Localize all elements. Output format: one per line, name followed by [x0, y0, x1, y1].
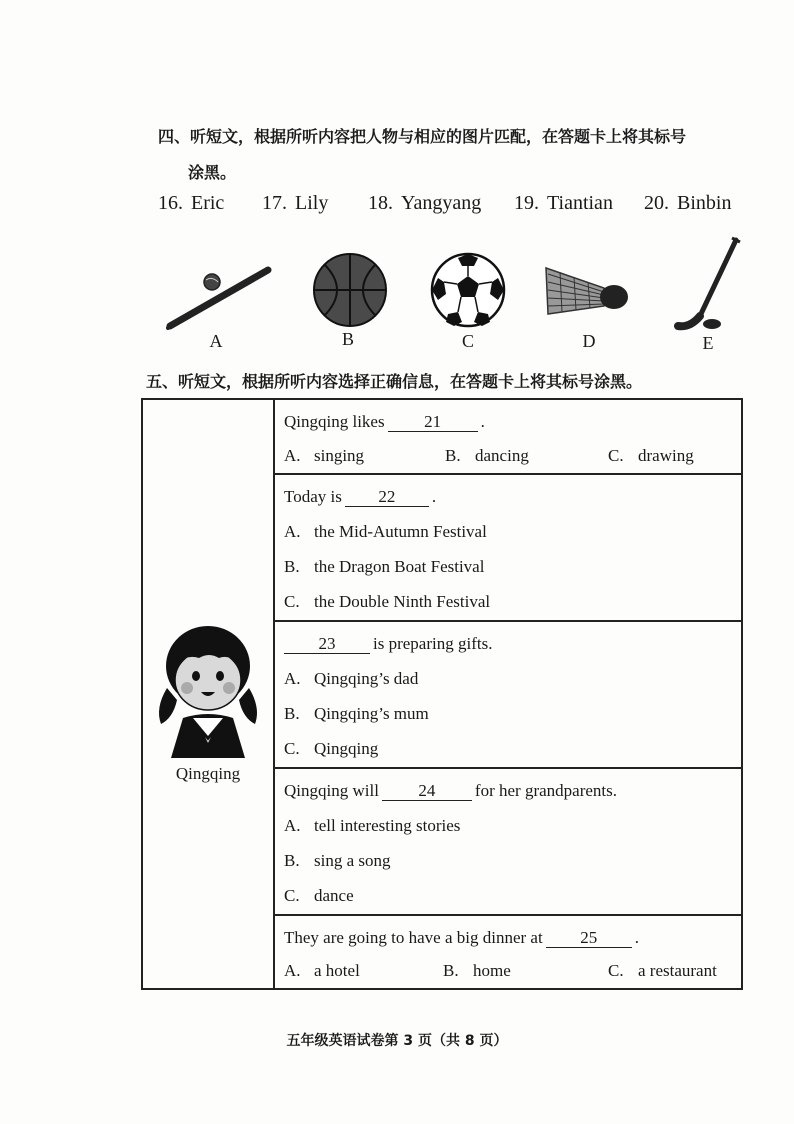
name-item-17: 17. Lily	[262, 192, 329, 214]
section4-title-line1: 四、听短文，根据所听内容把人物与相应的图片匹配，在答题卡上将其标号	[158, 127, 687, 146]
option-24-c: C. dance	[284, 886, 354, 905]
question-stem: They are going to have a big dinner at 25 .	[284, 928, 639, 947]
picture-label-c: C	[461, 331, 474, 351]
picture-label-e: E	[702, 333, 714, 353]
option-21-c: C. drawing	[608, 446, 694, 465]
option-23-b: B. Qingqing’s mum	[284, 704, 429, 723]
option-21-a: A. singing	[284, 446, 365, 465]
option-23-c: C. Qingqing	[284, 739, 379, 758]
section5-title: 五、听短文，根据所听内容选择正确信息，在答题卡上将其标号涂黑。	[146, 372, 643, 391]
girl-character-icon	[153, 618, 263, 758]
question-22	[275, 475, 741, 622]
option-22-b: B. the Dragon Boat Festival	[284, 557, 485, 576]
option-25-a: A. a hotel	[284, 961, 360, 980]
page-footer: 五年级英语试卷第 3 页（共 8 页）	[286, 1033, 508, 1049]
baseball-bat-icon	[160, 258, 280, 338]
question-stem: Today is 22 .	[284, 487, 437, 506]
option-21-b: B. dancing	[445, 446, 529, 465]
option-22-c: C. the Double Ninth Festival	[284, 592, 491, 611]
question-stem: Qingqing likes 21 .	[284, 412, 485, 431]
question-21	[275, 400, 741, 475]
question-25	[275, 916, 741, 990]
section4-title-line2: 涂黑。	[188, 163, 237, 182]
name-item-20: 20. Binbin	[644, 192, 732, 214]
question-stem: Qingqing will 24 for her grandparents.	[284, 781, 617, 800]
picture-label-d: D	[582, 331, 596, 351]
questions-column	[275, 400, 741, 988]
picture-label-b: B	[341, 329, 354, 349]
option-25-c: C. a restaurant	[608, 961, 717, 980]
question-stem: 23 is preparing gifts.	[284, 634, 492, 654]
hockey-stick-icon	[670, 236, 746, 332]
question-table	[141, 398, 743, 990]
option-25-b: B. home	[443, 961, 511, 980]
name-item-16: 16. Eric	[158, 192, 225, 214]
picture-label-a: A	[209, 331, 223, 351]
question-24	[275, 769, 741, 916]
question-23	[275, 622, 741, 769]
name-item-18: 18. Yangyang	[368, 192, 482, 214]
basketball-icon	[310, 250, 390, 330]
character-column	[143, 400, 275, 988]
option-22-a: A. the Mid-Autumn Festival	[284, 522, 487, 541]
option-24-b: B. sing a song	[284, 851, 391, 870]
option-23-a: A. Qingqing’s dad	[284, 669, 419, 688]
character-name: Qingqing	[175, 764, 241, 783]
football-icon	[428, 250, 508, 330]
name-item-19: 19. Tiantian	[514, 192, 613, 214]
option-24-a: A. tell interesting stories	[284, 816, 461, 835]
shuttlecock-icon	[540, 254, 632, 324]
